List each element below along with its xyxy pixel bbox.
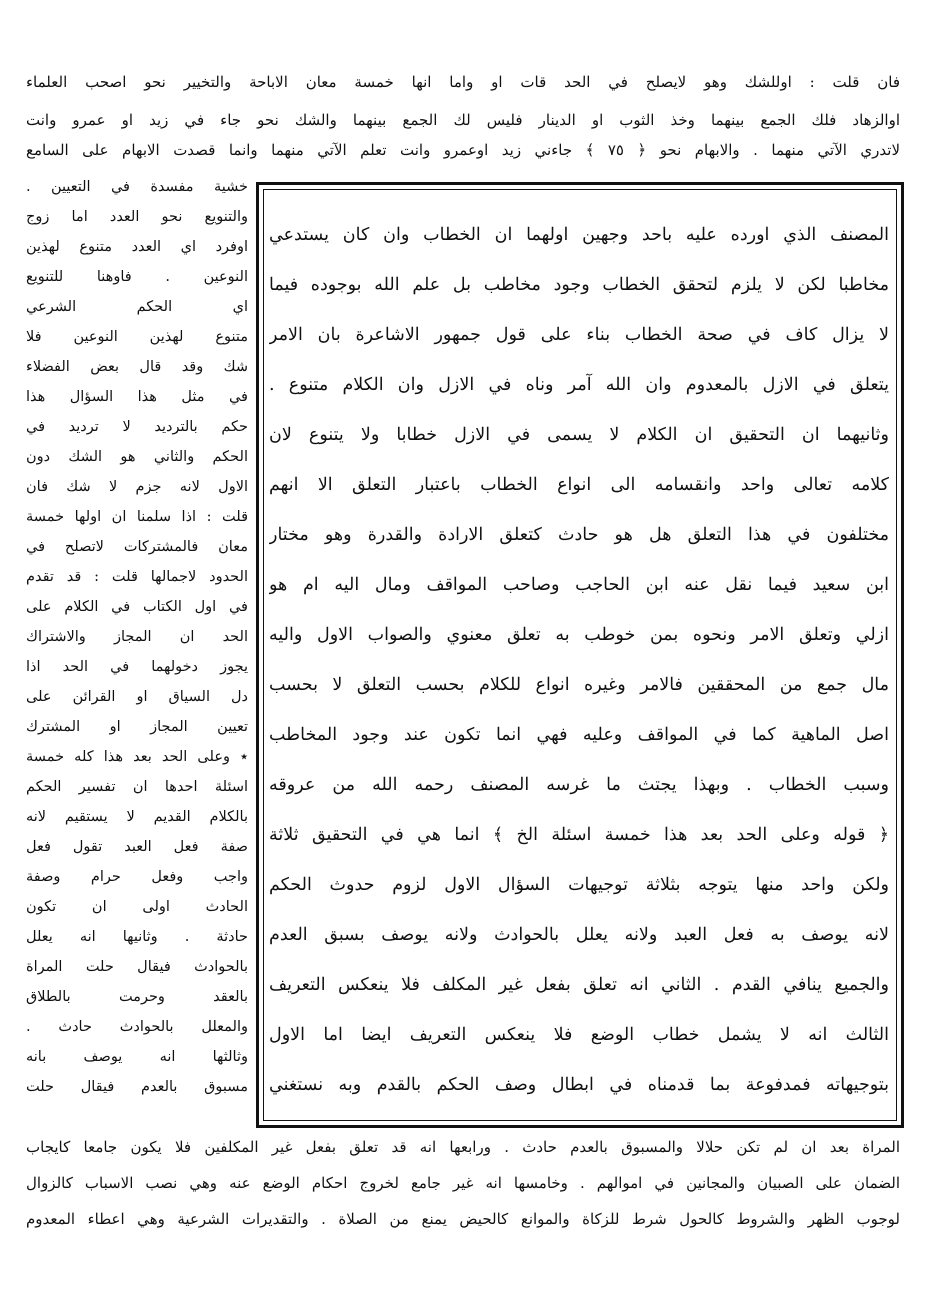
top-line: فان قلت : اوللشك وهو لايصلح في الحد قات او واما انها خمسة معان الاباحة والتخيير نحو اصحب العلماء (26, 73, 900, 91)
main-line: ﴿ قوله وعلى الحد بعد هذا خمسة اسئلة الخ ﴾ انما هي في التحقيق ثلاثة (269, 825, 889, 845)
main-line: ولكن واحد منها يتوجه بثلاثة توجيهات السؤال الاول لزوم حدوث الحكم (269, 875, 889, 895)
side-line: حكم بالترديد لا ترديد في (26, 419, 248, 435)
side-line: والمعلل بالحوادث حادث . (26, 1019, 248, 1035)
side-line: ٭ وعلى الحد بعد هذا كله خمسة (26, 749, 248, 765)
top-line: اوالزهاد فلك الجمع بينهما وخذ الثوب او الدينار فليس لك الجمع بينهما والشك نحو جاء في زيد او عمرو وانت (26, 111, 900, 129)
main-line: ازلي وتعلق الامر ونحوه بمن خوطب به تعلق معنوي والصواب الاول واليه (269, 625, 889, 645)
side-line: الحد ان المجاز والاشتراك (26, 629, 248, 645)
side-line: الحكم والثاني هو الشك دون (26, 449, 248, 465)
side-line: يجوز دخولهما في الحد اذا (26, 659, 248, 675)
side-line: بالكلام القديم لا يستقيم لانه (26, 809, 248, 825)
side-line: خشية مفسدة في التعيين . (26, 179, 248, 195)
side-line: متنوع لهذين النوعين فلا (26, 329, 248, 345)
side-line: بالحوادث فيقال حلت المراة (26, 959, 248, 975)
side-line: معان فالمشتركات لاتصلح في (26, 539, 248, 555)
side-line: الحدود لاجمالها قلت : قد تقدم (26, 569, 248, 585)
side-line: اوفرد اي العدد متنوع لهذين (26, 239, 248, 255)
main-line: اصل الماهية كما في المواقف وعليه فهي انما تكون عند وجود المخاطب (269, 725, 889, 745)
main-line: وسبب الخطاب . وبهذا يجتث ما غرسه المصنف رحمه الله من عروقه (269, 775, 889, 795)
bottom-line: الضمان على الصبيان والمجانين في اموالهم . وخامسها انه غير جامع لخروج احكام الوضع عنه وهي نصب الاسباب كالزوال (26, 1174, 900, 1192)
main-line: المصنف الذي اورده عليه باحد وجهين اولهما ان الخطاب وان كان يستدعي (269, 225, 889, 245)
main-text-frame (256, 182, 904, 1128)
main-line: لا يزال كاف في صحة الخطاب بناء على قول جمهور الاشاعرة بان الامر (269, 325, 889, 345)
main-line: لانه يوصف به فعل العبد ولانه يعلل بالحوادث ولانه يوصف بسبق العدم (269, 925, 889, 945)
side-line: الاول لانه جزم لا شك فان (26, 479, 248, 495)
main-line: مخاطبا لكن لا يلزم لتحقق الخطاب وجود مخاطب بل علم الله بوجوده فيما (269, 275, 889, 295)
side-line: في اول الكتاب في الكلام على (26, 599, 248, 615)
side-line: صفة فعل العبد تقول فعل (26, 839, 248, 855)
side-line: بالعقد وحرمت بالطلاق (26, 989, 248, 1005)
main-line: ابن سعيد فيما نقل عنه ابن الحاجب وصاحب المواقف ومال اليه ام هو (269, 575, 889, 595)
side-line: وثالثها انه يوصف بانه (26, 1049, 248, 1065)
side-line: قلت : اذا سلمنا ان اولها خمسة (26, 509, 248, 525)
main-line: يتعلق في الازل بالمعدوم وان الله آمر وناه في الازل وان الكلام متنوع . (269, 375, 889, 395)
side-line: حادثة . وثانيها انه يعلل (26, 929, 248, 945)
main-line: الثالث انه لا يشمل خطاب الوضع فلا ينعكس التعريف ايضا اما الاول (269, 1025, 889, 1045)
side-line: شك وقد قال بعض الفضلاء (26, 359, 248, 375)
side-line: النوعين . فاوهنا للتنويع (26, 269, 248, 285)
main-line: وثانيهما ان التحقيق ان الكلام لا يسمى في الازل خطابا ولا يتنوع لان (269, 425, 889, 445)
main-line: بتوجيهاته فمدفوعة بما قدمناه في ابطال وصف الحكم بالقدم وبه نستغني (269, 1075, 889, 1095)
side-line: دل السياق او القرائن على (26, 689, 248, 705)
side-line: والتنويع نحو العدد اما زوج (26, 209, 248, 225)
main-line: مختلفون في هذا التعلق هل هو حادث كتعلق الارادة والقدرة وهو مختار (269, 525, 889, 545)
side-line: اسئلة احدها ان تفسير الحكم (26, 779, 248, 795)
side-line: الحادث اولى ان تكون (26, 899, 248, 915)
side-line: مسبوق بالعدم فيقال حلت (26, 1079, 248, 1095)
side-line: تعيين المجاز او المشترك (26, 719, 248, 735)
top-line: لاتدري الآتي منهما . والابهام نحو ﴿ ٧٥ ﴾ جاءني زيد اوعمرو وانت تعلم الآتي منهما وانما قصدت الابهام على السامع (26, 141, 900, 159)
main-line: كلامه تعالى واحد وانقسامه الى انواع الخطاب باعتبار التعلق الا انهم (269, 475, 889, 495)
bottom-line: لوجوب الظهر والشروط كالحول شرط للزكاة والموانع كالحيض يمنع من الصلاة . والتقديرات الشرعية وهي اعطاء المعدوم (26, 1210, 900, 1228)
main-line: مال جمع من المحققين فالامر وغيره انواع للكلام بحسب التعلق لا بحسب (269, 675, 889, 695)
bottom-line: المراة بعد ان لم تكن حلالا والمسبوق بالعدم حادث . ورابعها انه قد تعلق بفعل غير المكلفين فلا يكون جامعا كايجاب (26, 1138, 900, 1156)
side-line: في مثل هذا السؤال هذا (26, 389, 248, 405)
main-line: والجميع ينافي القدم . الثاني انه تعلق بفعل غير المكلف فلا ينعكس التعريف (269, 975, 889, 995)
side-line: اي الحكم الشرعي (26, 299, 248, 315)
side-line: واجب وفعل حرام وصفة (26, 869, 248, 885)
